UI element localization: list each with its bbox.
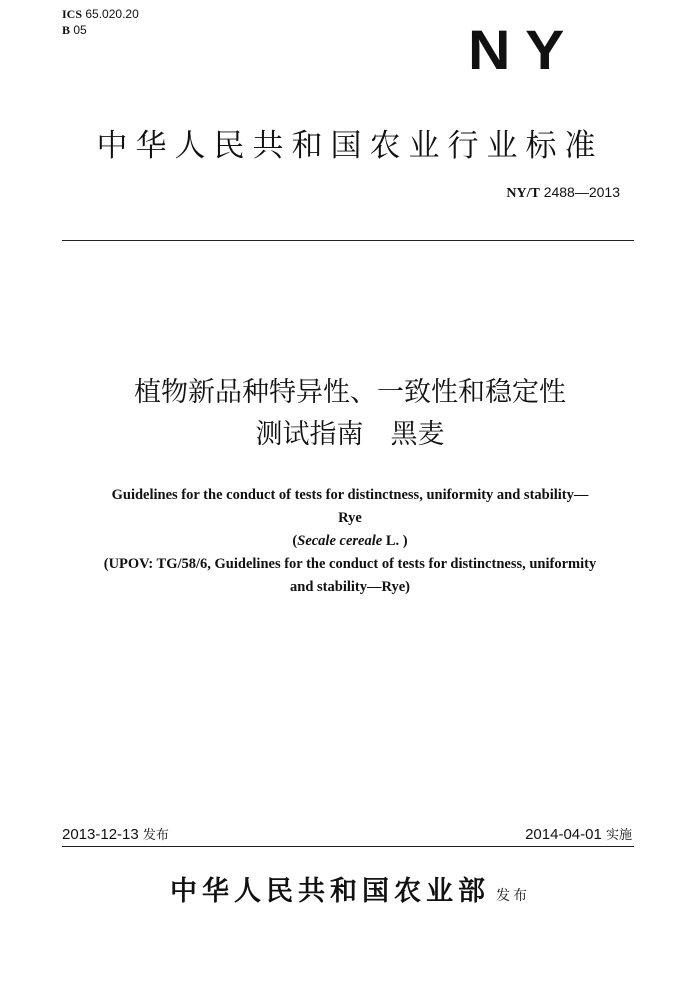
classification-codes [62, 6, 139, 38]
class-code: 05 [73, 23, 87, 37]
species-suffix: L. ) [382, 533, 408, 549]
issued-date: 2013-12-13 [62, 826, 139, 843]
class-label: B [62, 23, 71, 37]
ics-code: 65.020.20 [85, 7, 139, 21]
upov-line1: (UPOV: TG/58/6, Guidelines for the conduct of tests for distinctness, uniformity [103, 556, 597, 572]
issued-label: 发布 [142, 828, 169, 843]
effective-date: 2014-04-01 [525, 826, 602, 843]
species-name: Secale cereale [297, 533, 383, 549]
document-title-cn [0, 372, 700, 456]
document-title-en-line1: Guidelines for the conduct of tests for distinctness, uniformity and stability— [111, 487, 589, 503]
species-line [40, 530, 660, 553]
ics-line [62, 6, 139, 22]
issuer-name: 中华人民共和国农业部 [170, 876, 490, 907]
document-title-en [40, 484, 660, 599]
ics-label: ICS [62, 7, 83, 21]
standard-title: 中华人民共和国农业行业标准 [96, 128, 604, 164]
document-title-en-line2: Rye [338, 510, 362, 526]
effective-date-block [525, 824, 632, 843]
species-open-paren: ( [292, 533, 298, 549]
footer-divider [62, 846, 634, 847]
issuer-block [0, 872, 700, 916]
class-line [62, 22, 139, 38]
document-title-cn-line1: 植物新品种特异性、一致性和稳定性 [134, 377, 566, 408]
document-title-cn-line2: 测试指南 黑麦 [255, 419, 445, 450]
issued-date-block [62, 824, 169, 843]
standard-code [506, 184, 620, 202]
header-divider [62, 240, 634, 241]
effective-label: 实施 [605, 828, 632, 843]
issuer-action: 发布 [496, 888, 530, 904]
upov-line2: and stability—Rye) [290, 579, 410, 595]
ny-logo: NY [468, 18, 580, 81]
standard-code-number: 2488—2013 [543, 184, 620, 200]
standard-code-prefix: NY/T [506, 186, 540, 201]
